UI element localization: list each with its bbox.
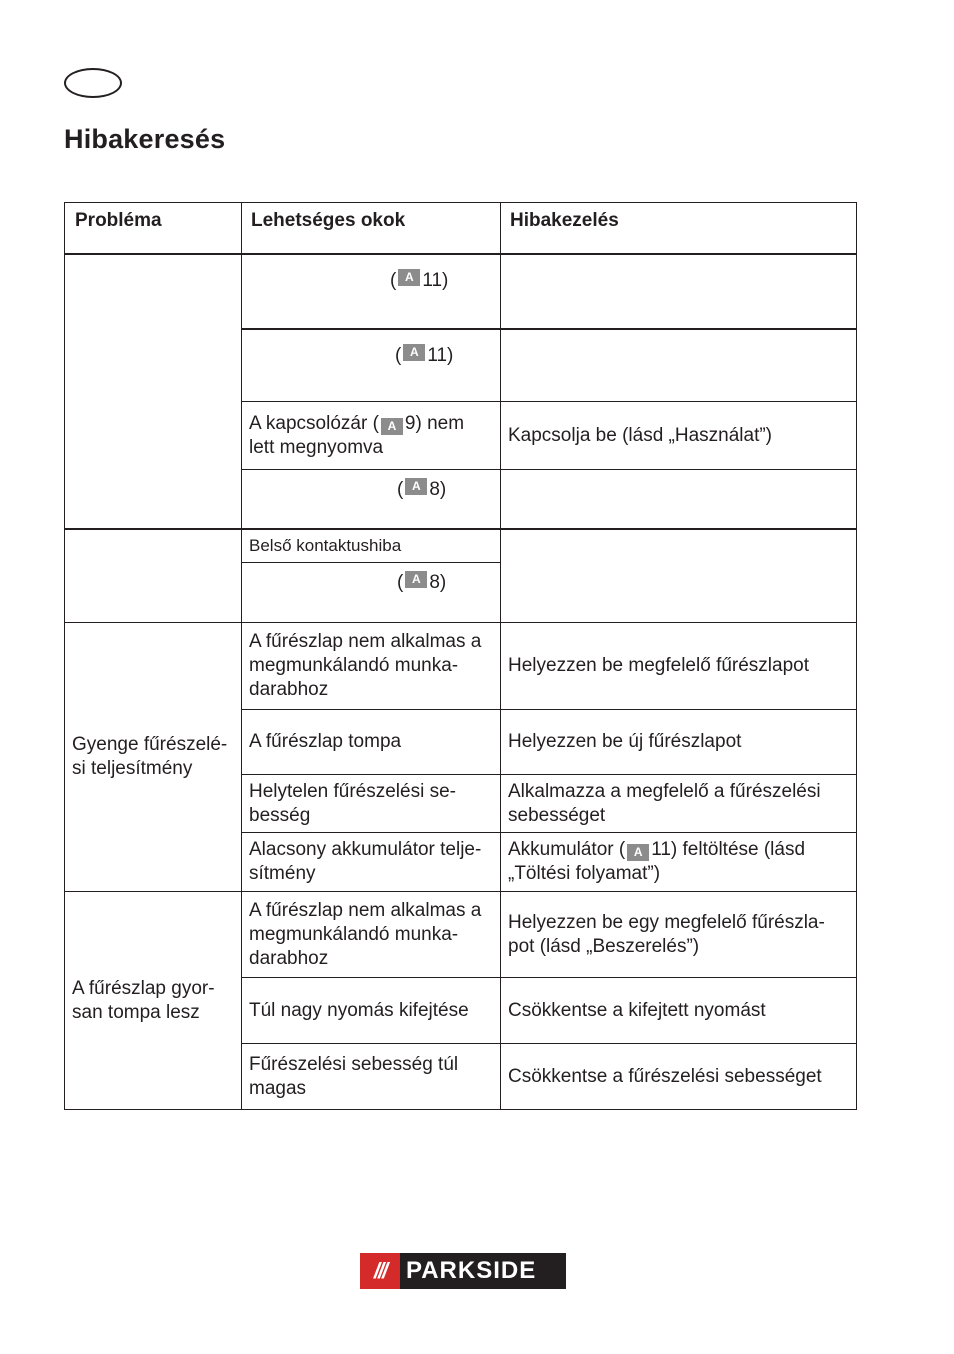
table-border-right	[856, 202, 857, 1110]
cause-text: 8)	[429, 572, 447, 593]
cause-cell: A fűrészlap nem alkalmas a megmunkálandó munka-darabhoz	[249, 899, 482, 969]
problem-cell: Gyenge fűrészelé-si teljesítmény	[72, 734, 228, 779]
page-title: Hibakeresés	[64, 124, 226, 154]
parkside-logo	[360, 1253, 566, 1289]
cause-text: A kapcsolózár (	[249, 412, 379, 434]
cause-cell	[242, 402, 500, 469]
remedy-text: Akkumulátor (	[508, 839, 626, 860]
figure-badge: A	[403, 344, 425, 361]
remedy-cell: Csökkentse a kifejtett nyomást	[508, 999, 766, 1021]
remedy-text: 11) feltöltése (lásd „Töltési folyamat”)	[508, 839, 806, 884]
cause-cell: A fűrészlap tompa	[249, 731, 402, 752]
cause-cell: A fűrészlap nem alkalmas a megmunkálandó munka-darabhoz	[249, 631, 482, 700]
remedy-cell: Alkalmazza a megfelelő a fűrészelési sebességet	[508, 780, 821, 826]
figure-badge: A	[405, 478, 427, 495]
remedy-cell: Helyezzen be egy megfelelő fűrészla-pot (lásd „Beszerelés”)	[508, 911, 825, 957]
figure-badge: A	[381, 418, 403, 435]
cause-cell: Alacsony akkumulátor telje-sítmény	[249, 839, 482, 884]
logo-brand: PARKSIDE	[406, 1257, 537, 1284]
header-causes: Lehetséges okok	[251, 210, 406, 231]
troubleshooting-table	[64, 202, 857, 1110]
figure-badge: A	[405, 571, 427, 588]
remedy-cell: Csökkentse a fűrészelési sebességet	[508, 1065, 822, 1087]
cause-cell: ( A 11)	[390, 270, 449, 291]
cause-cell: Túl nagy nyomás kifejtése	[249, 999, 469, 1021]
figure-badge: A	[627, 844, 649, 861]
table-border-bottom	[64, 1109, 857, 1110]
cause-cell: Helytelen fűrészelési se-besség	[249, 780, 456, 826]
cause-text: 11)	[427, 345, 454, 366]
language-badge	[64, 68, 122, 98]
cause-cell: Belső kontaktushiba	[249, 536, 402, 555]
cause-text: 11)	[422, 270, 449, 291]
remedy-cell: Helyezzen be új fűrészlapot	[508, 731, 742, 752]
cause-cell: ( A 8)	[397, 572, 447, 593]
logo-stripes: ///	[360, 1253, 400, 1289]
problem-cell: A fűrészlap gyor-san tompa lesz	[72, 977, 215, 1023]
cause-cell: ( A 8)	[397, 479, 447, 500]
remedy-cell	[501, 833, 856, 891]
cause-text: 9) nem lett megnyomva	[249, 412, 465, 458]
remedy-cell: Helyezzen be megfelelő fűrészlapot	[508, 655, 810, 676]
remedy-cell: Kapcsolja be (lásd „Használat”)	[508, 424, 773, 446]
header-problem: Probléma	[75, 210, 162, 231]
cause-cell: Fűrészelési sebesség túl magas	[249, 1053, 459, 1099]
header-remedy: Hibakezelés	[510, 210, 619, 231]
cause-cell: ( A 11)	[395, 345, 454, 366]
figure-badge: A	[398, 269, 420, 286]
cause-text: 8)	[429, 479, 447, 500]
